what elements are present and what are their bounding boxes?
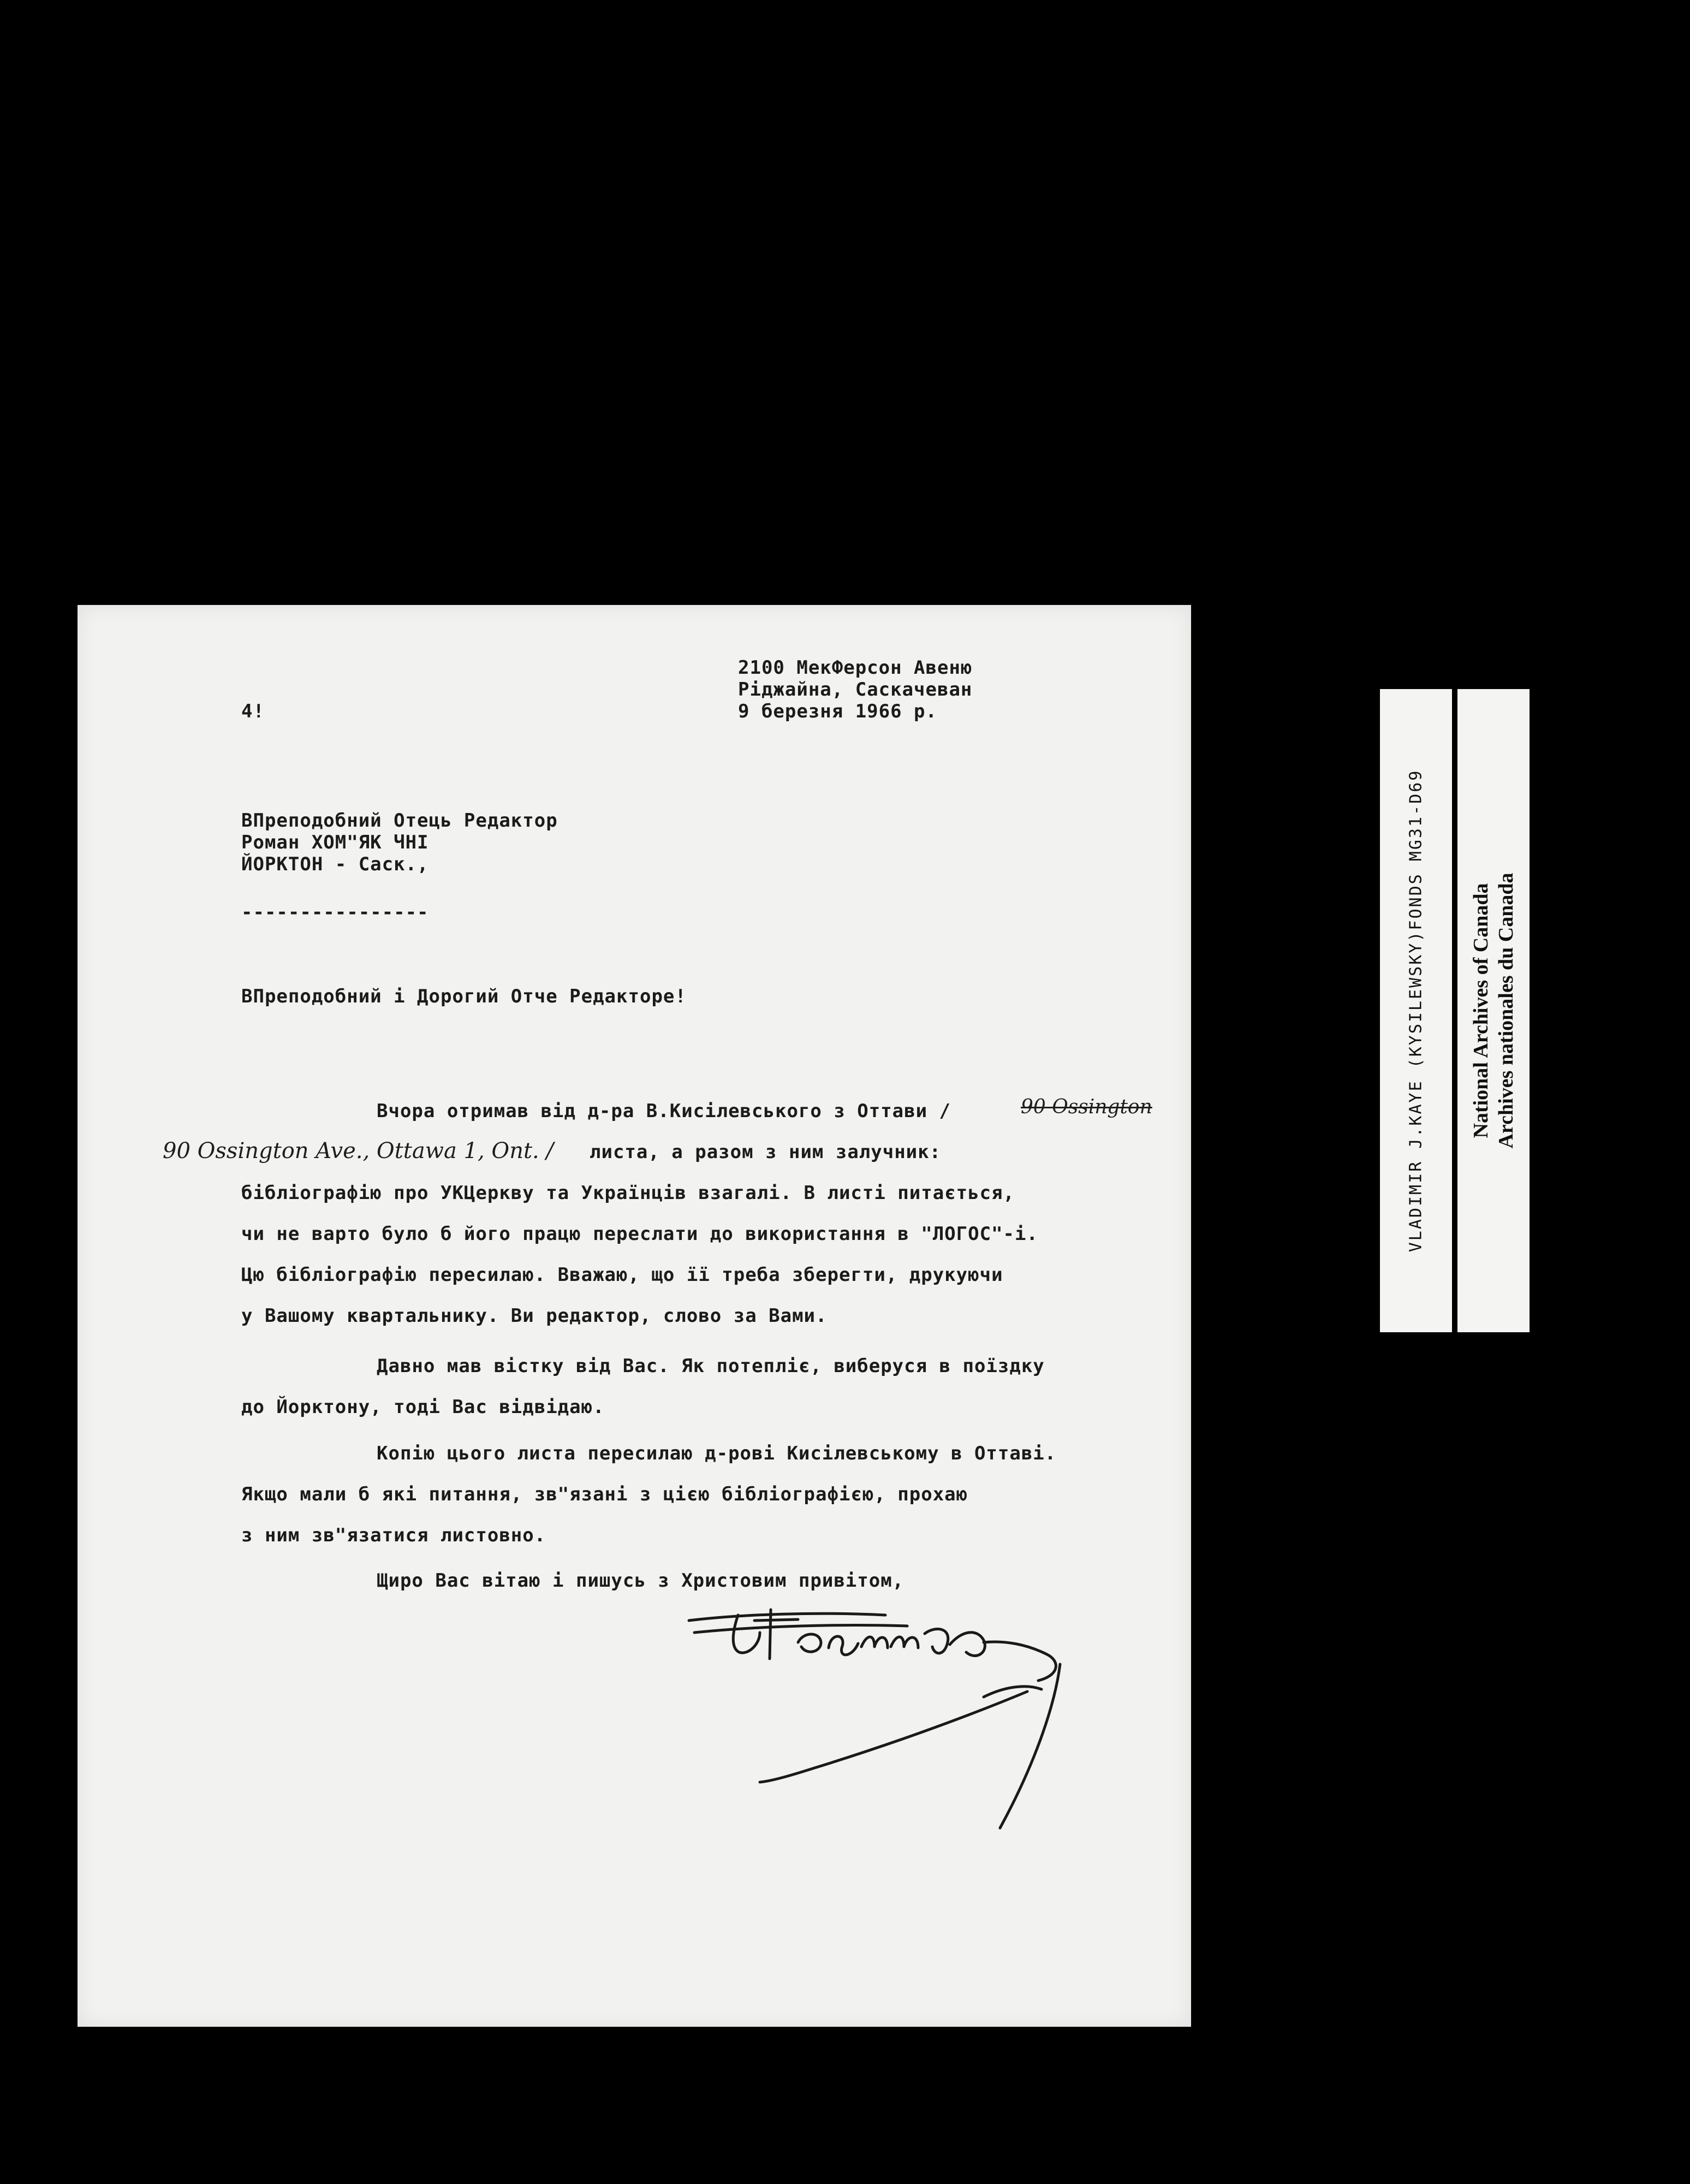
sender-address-city: Ріджайна, Саскачеван bbox=[738, 679, 973, 701]
body-line-7: Давно мав вістку від Вас. Як потепліє, виберуся в поїздку bbox=[377, 1355, 1045, 1377]
fonds-label-strip bbox=[1380, 689, 1452, 1332]
body-line-11: з ним зв"язатися листовно. bbox=[241, 1524, 546, 1546]
recipient-underline: ---------------- bbox=[241, 901, 429, 923]
salutation: ВПреподобний і Дорогий Отче Редакторе! bbox=[241, 986, 687, 1007]
crossed-out-annotation: 90 Ossington bbox=[1021, 1096, 1152, 1118]
reference-number: 4! bbox=[241, 701, 265, 722]
institution-name-en: National Archives of Canada bbox=[1469, 883, 1492, 1138]
body-line-5: Цю бібліографію пересилаю. Вважаю, що її треба зберегти, друкуючи bbox=[241, 1264, 1003, 1286]
recipient-city: ЙОРКТОН - Саск., bbox=[241, 853, 429, 875]
institution-name-fr: Archives nationales du Canada bbox=[1495, 873, 1518, 1149]
fonds-label: VLADIMIR J.KAYE (KYSILEWSKY)FONDS MG31-D69 bbox=[1406, 769, 1426, 1253]
body-line-2: листа, а разом з ним залучник: bbox=[590, 1141, 942, 1163]
body-line-8: до Йорктону, тоді Вас відвідаю. bbox=[241, 1396, 605, 1418]
sender-address-street: 2100 МекФерсон Авеню bbox=[738, 657, 973, 679]
letter-date: 9 березня 1966 р. bbox=[738, 701, 937, 722]
body-line-6: у Вашому квартальнику. Ви редактор, слово за Вами. bbox=[241, 1305, 828, 1327]
handwritten-address: 90 Ossington Ave., Ottawa 1, Ont. / bbox=[163, 1138, 554, 1164]
recipient-name: Роман ХОМ"ЯК ЧНІ bbox=[241, 832, 429, 853]
body-line-4: чи не варто було б його працю переслати до використання в "ЛОГОС"-і. bbox=[241, 1223, 1038, 1245]
handwritten-signature bbox=[678, 1588, 1082, 1839]
body-line-10: Якщо мали б які питання, зв"язані з цією бібліографією, прохаю bbox=[241, 1483, 968, 1505]
archive-institution-strip bbox=[1457, 689, 1530, 1332]
body-line-3: бібліографію про УКЦеркву та Українців взагалі. В листі питається, bbox=[241, 1182, 1015, 1204]
body-line-9: Копію цього листа пересилаю д-рові Кисілевському в Оттаві. bbox=[377, 1443, 1057, 1464]
closing-line: Щиро Вас вітаю і пишусь з Христовим привітом, bbox=[377, 1570, 904, 1592]
recipient-title: ВПреподобний Отець Редактор bbox=[241, 810, 558, 832]
letter-page bbox=[78, 605, 1191, 2027]
body-line-1: Вчора отримав від д-ра В.Кисілевського з Оттави / bbox=[377, 1100, 951, 1122]
archive-institution bbox=[1468, 873, 1519, 1148]
